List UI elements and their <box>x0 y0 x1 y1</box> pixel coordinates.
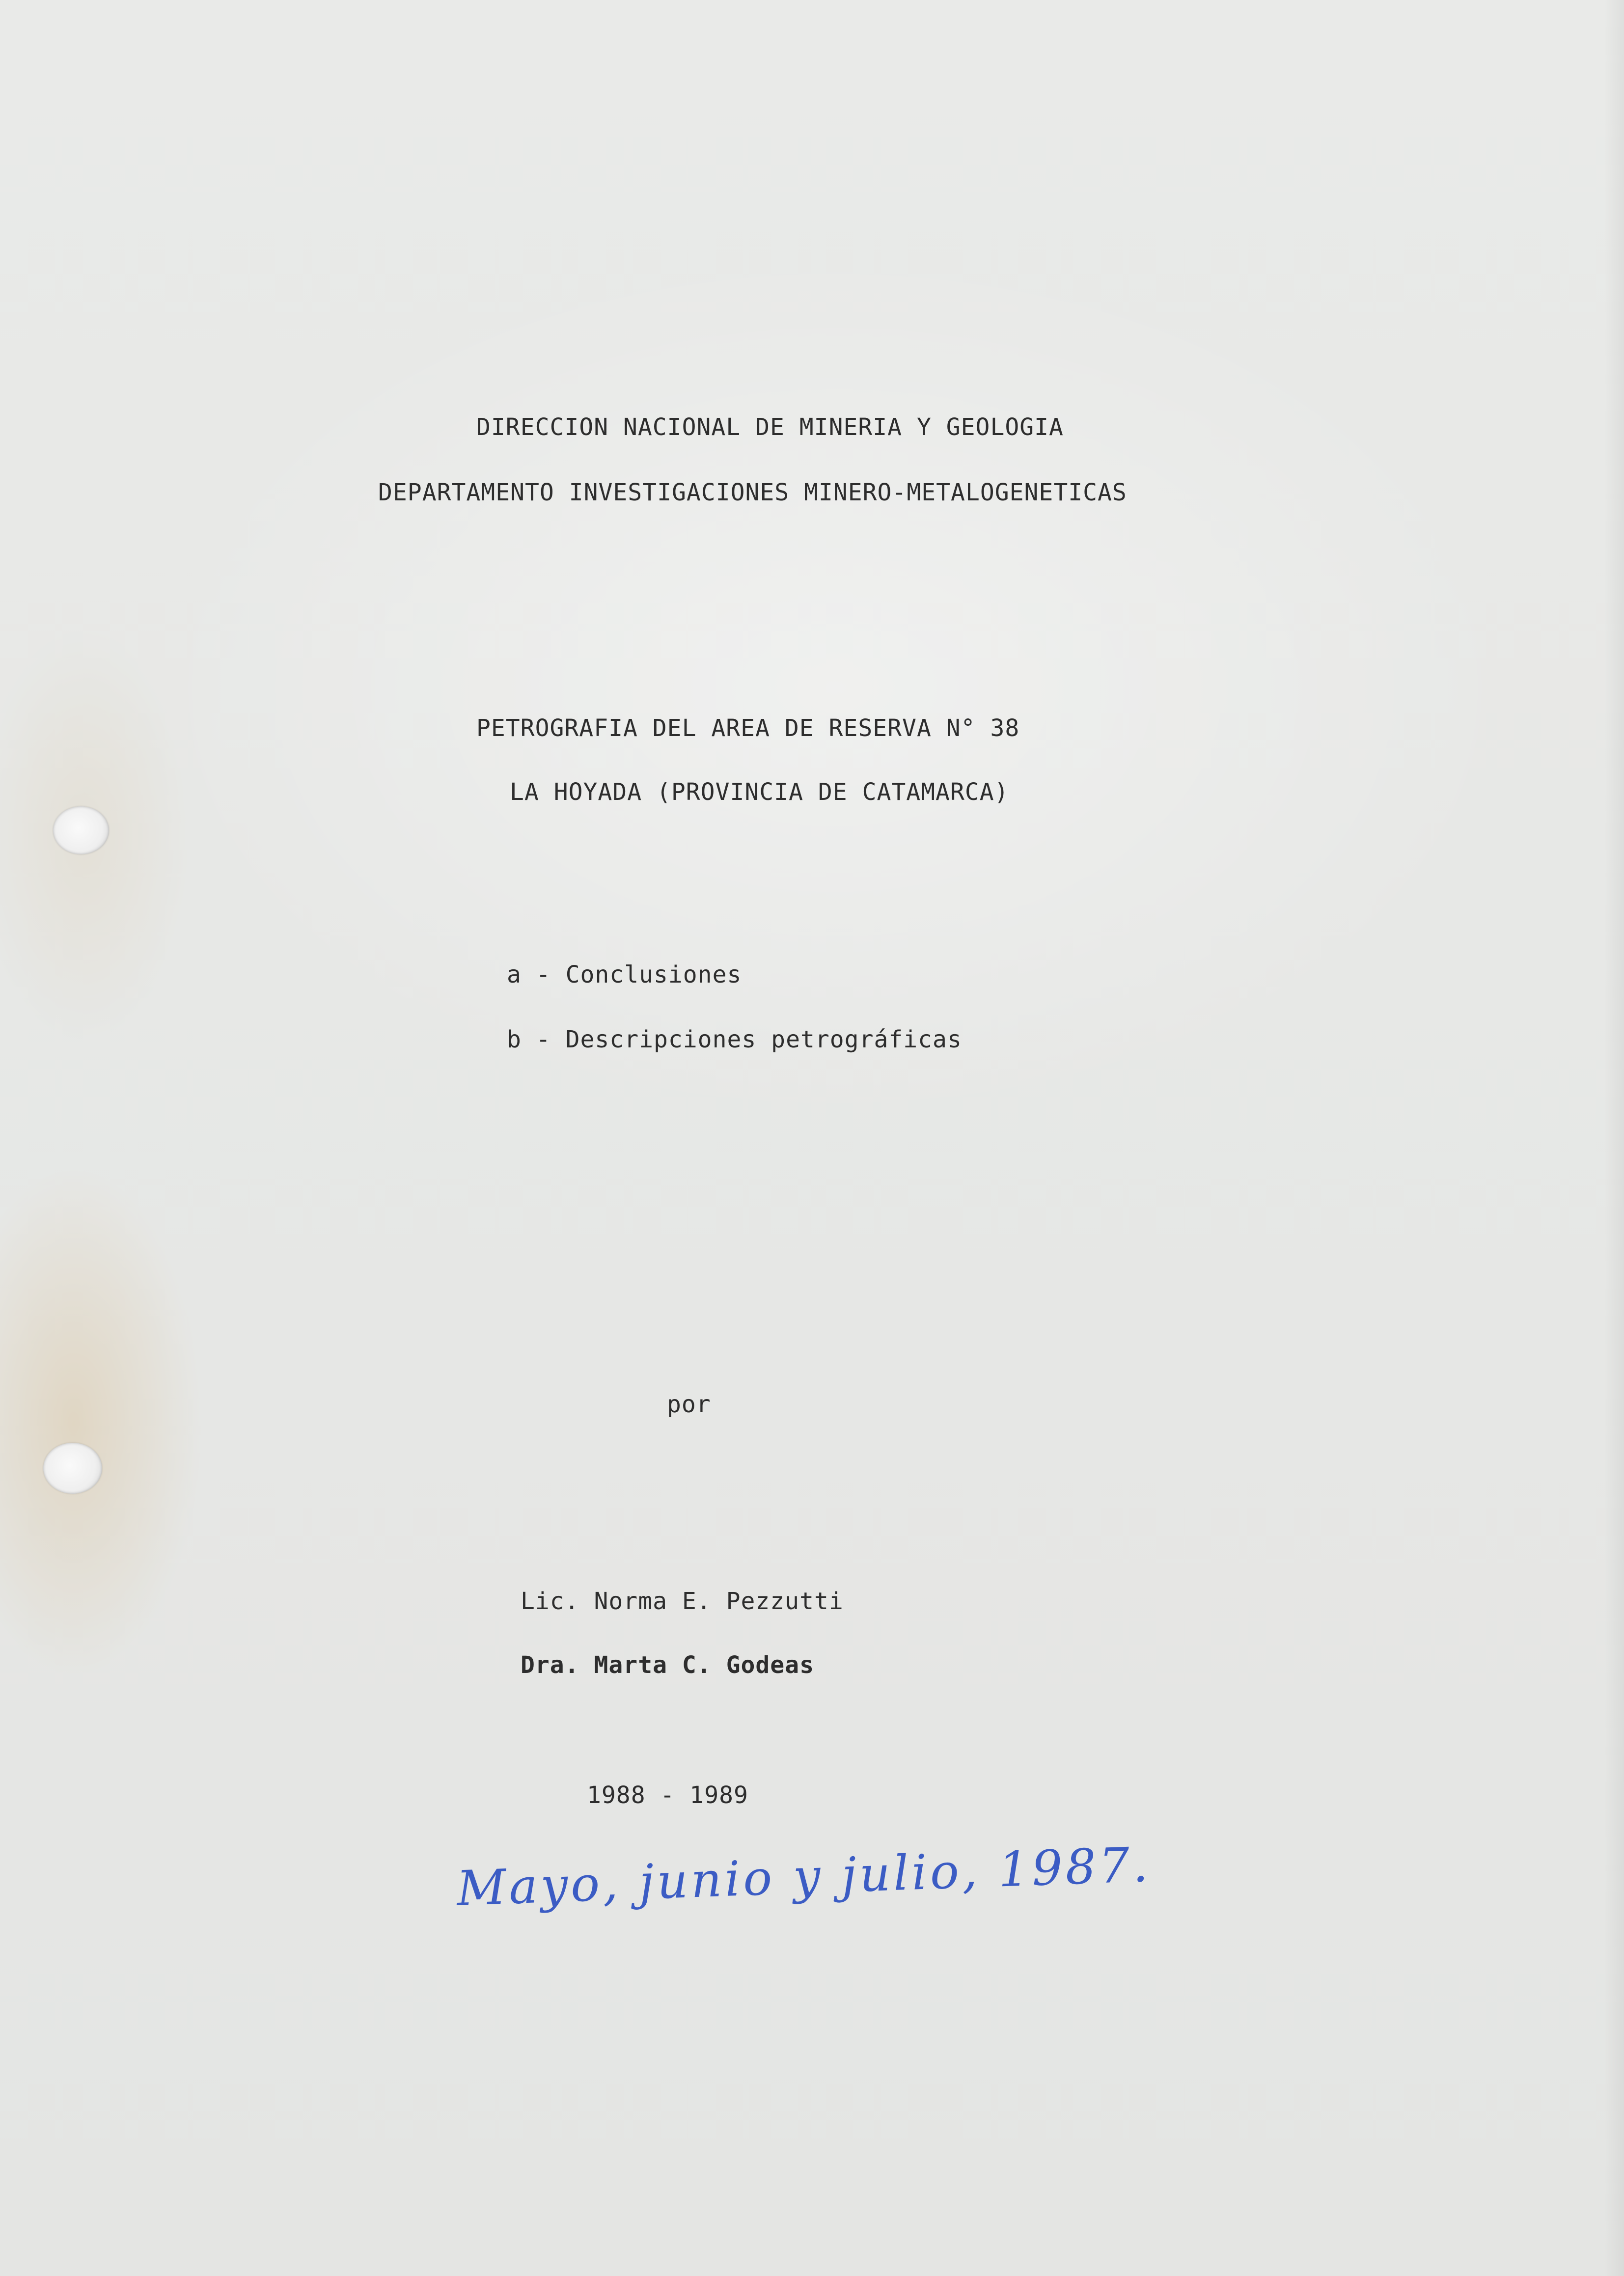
contents-item-conclusions: a - Conclusiones <box>507 961 742 988</box>
report-title: PETROGRAFIA DEL AREA DE RESERVA N° 38 <box>476 714 1020 742</box>
punch-hole-upper <box>53 806 109 854</box>
contents-item-descriptions: b - Descripciones petrográficas <box>507 1026 962 1053</box>
byline: por <box>667 1391 711 1418</box>
page-edge-shadow <box>1604 0 1624 2276</box>
department-name: DEPARTAMENTO INVESTIGACIONES MINERO-METALOGENETICAS <box>378 479 1127 506</box>
author-2: Dra. Marta C. Godeas <box>521 1651 814 1679</box>
punch-hole-lower <box>43 1443 102 1494</box>
author-1: Lic. Norma E. Pezzutti <box>521 1588 844 1615</box>
handwritten-note: Mayo, junio y julio, 1987. <box>456 1837 1152 1917</box>
years-range: 1988 - 1989 <box>587 1782 748 1809</box>
institution-name: DIRECCION NACIONAL DE MINERIA Y GEOLOGIA <box>476 413 1064 441</box>
report-subtitle: LA HOYADA (PROVINCIA DE CATAMARCA) <box>510 778 1009 806</box>
